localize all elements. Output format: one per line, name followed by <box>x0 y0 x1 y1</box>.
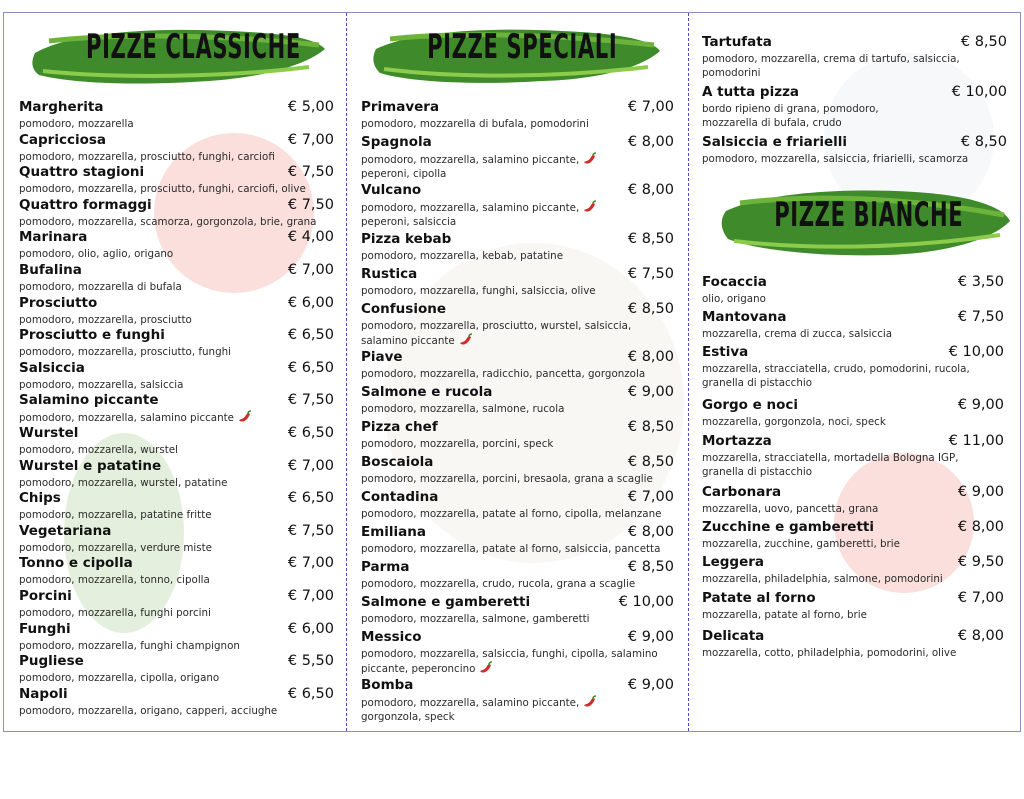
item-description: olio, origano <box>702 293 766 305</box>
item-price: € 7,50 <box>287 196 334 213</box>
item-description: mozzarella, zucchine, gamberetti, brie <box>702 538 900 550</box>
item-name: Carbonara <box>702 484 782 500</box>
chili-pepper-icon <box>236 410 252 424</box>
item-price: € 7,00 <box>627 489 674 505</box>
item-name: Quattro stagioni <box>19 164 145 181</box>
item-name: Salsiccia e friarielli <box>702 134 848 150</box>
item-name: Salmone e rucola <box>361 384 493 400</box>
item-name: Delicata <box>702 628 765 644</box>
item-description: pomodoro, mozzarella, prosciutto, funghi, carciofi <box>19 150 275 163</box>
item-price: € 8,00 <box>627 134 674 150</box>
item-price: € 8,50 <box>627 231 674 247</box>
item-price: € 8,00 <box>957 519 1004 535</box>
item-price: € 6,50 <box>287 685 334 702</box>
section-banner-speciali <box>372 19 662 89</box>
item-name: Parma <box>361 559 410 575</box>
item-description: pomodoro, mozzarella, salsiccia <box>19 378 184 391</box>
item-description: pomodoro, mozzarella, prosciutto, funghi <box>19 346 232 359</box>
item-name: Leggera <box>702 554 765 570</box>
item-name: Piave <box>361 349 403 365</box>
item-price: € 10,00 <box>618 594 674 610</box>
item-price: € 8,50 <box>960 34 1007 50</box>
item-description: pomodoro, mozzarella, salmone, gamberetti <box>361 613 590 625</box>
section-title: PIZZE SPECIALI <box>427 27 618 67</box>
item-name: Contadina <box>361 489 439 505</box>
item-name: Margherita <box>19 99 104 115</box>
item-description: pomodoro, olio, aglio, origano <box>19 248 174 261</box>
item-price: € 8,50 <box>627 419 674 435</box>
item-name: Messico <box>361 629 422 645</box>
item-price: € 7,00 <box>957 590 1004 606</box>
item-description: mozzarella, cotto, philadelphia, pomodorini, olive <box>702 647 957 659</box>
item-price: € 8,50 <box>627 454 674 470</box>
item-name: Capricciosa <box>19 131 107 148</box>
item-price: € 10,00 <box>951 84 1007 100</box>
item-name: Confusione <box>361 301 446 317</box>
item-name: Chips <box>19 490 61 507</box>
item-description: pomodoro, mozzarella, funghi, salsiccia, olive <box>361 285 596 297</box>
item-description: mozzarella, stracciatella, mortadella Bologna IGP, granella di pistacchio <box>702 452 959 478</box>
item-price: € 8,00 <box>957 628 1004 644</box>
item-price: € 6,00 <box>287 620 334 637</box>
item-description: mozzarella, philadelphia, salmone, pomodorini <box>702 573 943 585</box>
item-description: pomodoro, mozzarella, prosciutto, wurstel, salsiccia, salamino piccante <box>361 320 632 347</box>
section-title: PIZZE CLASSICHE <box>86 27 301 67</box>
item-description: pomodoro, mozzarella, tonno, cipolla <box>19 574 210 587</box>
item-price: € 7,00 <box>287 131 334 148</box>
item-description: bordo ripieno di grana, pomodoro, mozzarella di bufala, crudo <box>702 103 879 129</box>
chili-pepper-icon <box>581 200 597 214</box>
item-description: pomodoro, mozzarella, prosciutto <box>19 313 192 326</box>
item-name: Vegetariana <box>19 522 112 539</box>
item-name: Wurstel e patatine <box>19 457 162 474</box>
item-description: mozzarella, patate al forno, brie <box>702 609 867 621</box>
item-price: € 6,50 <box>287 327 334 344</box>
item-description: mozzarella, uovo, pancetta, grana <box>702 503 879 515</box>
item-name: Salsiccia <box>19 359 85 376</box>
item-description: pomodoro, mozzarella, funghi porcini <box>19 607 211 619</box>
item-description: pomodoro, mozzarella, salsiccia, friarielli, scamorza <box>702 153 969 165</box>
item-price: € 6,50 <box>287 425 334 441</box>
item-description: pomodoro, mozzarella, salamino piccante <box>19 410 252 425</box>
item-price: € 7,00 <box>627 99 674 115</box>
item-name: Boscaiola <box>361 454 434 470</box>
item-description: pomodoro, mozzarella, patate al forno, cipolla, melanzane <box>361 508 662 520</box>
item-price: € 10,00 <box>948 344 1004 360</box>
item-price: € 9,00 <box>957 484 1004 500</box>
item-price: € 8,00 <box>627 524 674 540</box>
item-price: € 8,50 <box>627 559 674 575</box>
item-description: pomodoro, mozzarella, prosciutto, funghi, carciofi, olive <box>19 183 306 196</box>
item-price: € 6,50 <box>287 359 334 376</box>
item-description: mozzarella, crema di zucca, salsiccia <box>702 328 893 340</box>
item-name: Salmone e gamberetti <box>361 594 531 610</box>
item-description: pomodoro, mozzarella, salmone, rucola <box>361 403 565 415</box>
item-price: € 5,50 <box>287 653 334 670</box>
item-description: pomodoro, mozzarella, salamino piccante, gorgonzola, speck <box>361 695 597 724</box>
item-price: € 9,50 <box>957 554 1004 570</box>
item-description: pomodoro, mozzarella, crudo, rucola, grana a scaglie <box>361 578 636 590</box>
item-price: € 4,00 <box>287 229 334 246</box>
item-name: Prosciutto e funghi <box>19 327 165 344</box>
item-description: pomodoro, mozzarella, verdure miste <box>19 541 213 554</box>
item-description: pomodoro, mozzarella, patate al forno, salsiccia, pancetta <box>361 543 661 555</box>
item-description: pomodoro, mozzarella, kebab, patatine <box>361 250 564 262</box>
item-description: pomodoro, mozzarella, crema di tartufo, salsiccia, pomodorini <box>702 53 960 79</box>
item-price: € 9,00 <box>627 677 674 693</box>
item-description: pomodoro, mozzarella, cipolla, origano <box>19 672 220 685</box>
item-name: Quattro formaggi <box>19 196 152 213</box>
item-name: Primavera <box>361 99 440 115</box>
item-name: Pizza chef <box>361 419 438 435</box>
item-price: € 9,00 <box>627 384 674 400</box>
item-description: pomodoro, mozzarella, funghi champignon <box>19 639 240 652</box>
item-name: Focaccia <box>702 274 767 290</box>
item-price: € 5,00 <box>287 99 334 115</box>
item-name: Bufalina <box>19 262 82 278</box>
section-banner-bianche <box>718 181 1014 261</box>
item-name: Salamino piccante <box>19 392 159 409</box>
item-name: Funghi <box>19 620 71 637</box>
item-description: pomodoro, mozzarella, porcini, bresaola, grana a scaglie <box>361 473 653 485</box>
item-name: Patate al forno <box>702 590 816 606</box>
item-price: € 7,00 <box>287 457 334 474</box>
item-description: pomodoro, mozzarella, wurstel <box>19 444 179 456</box>
item-price: € 6,50 <box>287 490 334 507</box>
item-price: € 11,00 <box>948 433 1004 449</box>
item-price: € 8,00 <box>627 349 674 365</box>
menu-sheet <box>3 12 1021 732</box>
item-name: Spagnola <box>361 134 432 150</box>
item-name: Marinara <box>19 229 88 246</box>
item-name: Mantovana <box>702 309 787 325</box>
item-description: pomodoro, mozzarella di bufala <box>19 281 182 293</box>
item-price: € 9,00 <box>957 397 1004 413</box>
column-divider <box>688 13 689 731</box>
item-description: pomodoro, mozzarella, salamino piccante, peperoni, cipolla <box>361 152 597 181</box>
item-name: Pizza kebab <box>361 231 452 247</box>
item-price: € 7,50 <box>287 392 334 409</box>
chili-pepper-icon <box>581 152 597 166</box>
item-name: Rustica <box>361 266 418 282</box>
item-name: Emiliana <box>361 524 427 540</box>
column-divider <box>346 13 347 731</box>
section-banner-classiche <box>29 19 329 89</box>
item-price: € 7,50 <box>627 266 674 282</box>
item-price: € 7,50 <box>957 309 1004 325</box>
section-title: PIZZE BIANCHE <box>774 195 964 235</box>
chili-pepper-icon <box>477 661 493 675</box>
item-name: A tutta pizza <box>702 84 800 100</box>
item-description: mozzarella, stracciatella, crudo, pomodorini, rucola, granella di pistacchio <box>702 363 970 389</box>
item-price: € 9,00 <box>627 629 674 645</box>
item-price: € 7,00 <box>287 555 334 572</box>
item-price: € 3,50 <box>957 274 1004 290</box>
item-price: € 7,50 <box>287 164 334 181</box>
chili-pepper-icon <box>581 695 597 709</box>
item-name: Tonno e cipolla <box>19 555 133 572</box>
item-name: Prosciutto <box>19 294 98 311</box>
item-description: pomodoro, mozzarella, scamorza, gorgonzola, brie, grana <box>19 215 317 228</box>
item-price: € 8,00 <box>627 182 674 198</box>
item-price: € 8,50 <box>960 134 1007 150</box>
item-description: mozzarella, gorgonzola, noci, speck <box>702 416 886 428</box>
item-description: pomodoro, mozzarella, salsiccia, funghi, cipolla, salamino piccante, peperoncino <box>361 648 658 675</box>
item-description: pomodoro, mozzarella, porcini, speck <box>361 438 554 450</box>
item-name: Vulcano <box>361 182 422 198</box>
item-description: pomodoro, mozzarella <box>19 118 134 130</box>
item-description: pomodoro, mozzarella, radicchio, pancetta, gorgonzola <box>361 368 646 380</box>
item-name: Tartufata <box>702 34 772 50</box>
item-price: € 7,00 <box>287 588 334 604</box>
chili-pepper-icon <box>457 333 473 347</box>
item-price: € 8,50 <box>627 301 674 317</box>
item-description: pomodoro, mozzarella, wurstel, patatine <box>19 476 228 489</box>
item-description: pomodoro, mozzarella, patatine fritte <box>19 509 212 522</box>
item-description: pomodoro, mozzarella, origano, capperi, acciughe <box>19 704 278 717</box>
item-name: Bomba <box>361 677 414 693</box>
item-name: Zucchine e gamberetti <box>702 519 874 535</box>
item-price: € 6,00 <box>287 294 334 311</box>
item-price: € 7,00 <box>287 262 334 278</box>
item-description: pomodoro, mozzarella, salamino piccante, peperoni, salsiccia <box>361 200 597 229</box>
item-name: Pugliese <box>19 653 84 670</box>
item-name: Napoli <box>19 685 68 702</box>
item-price: € 7,50 <box>287 522 334 539</box>
item-name: Wurstel <box>19 425 79 441</box>
item-name: Mortazza <box>702 433 772 449</box>
item-name: Estiva <box>702 344 749 360</box>
item-name: Gorgo e noci <box>702 397 799 413</box>
item-name: Porcini <box>19 588 72 604</box>
item-description: pomodoro, mozzarella di bufala, pomodorini <box>361 118 589 130</box>
